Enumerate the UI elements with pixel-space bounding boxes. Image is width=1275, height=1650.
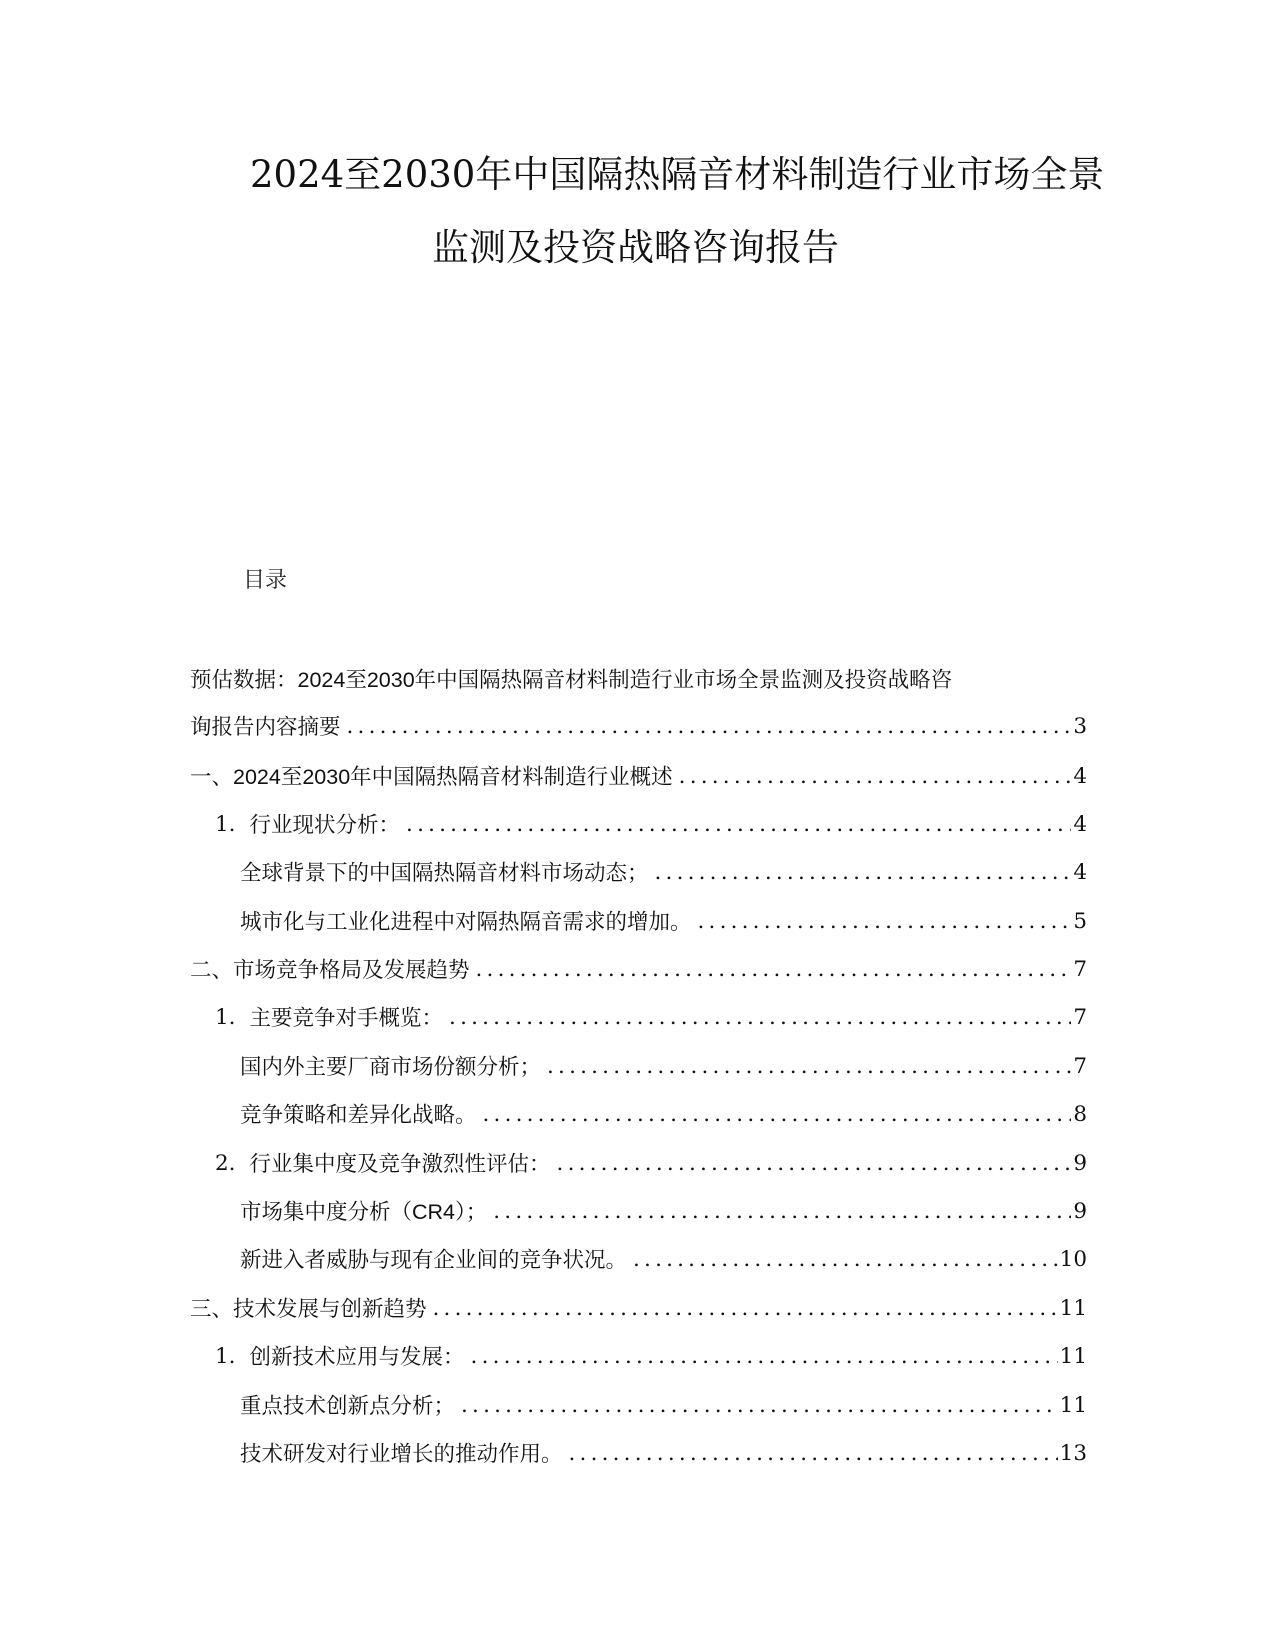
toc-entry-label: 创新技术应用与发展： <box>249 1345 465 1369</box>
toc-entry-label: 主要竞争对手概览： <box>249 1006 444 1030</box>
toc-leader-dots <box>698 907 1072 937</box>
toc-leader-dots <box>449 1003 1071 1033</box>
toc-entry[interactable] <box>240 858 1087 888</box>
toc-entry[interactable] <box>240 1197 1087 1227</box>
toc-entry-label: 新进入者威胁与现有企业间的竞争状况。 <box>240 1248 628 1272</box>
toc-page-number: 11 <box>1059 1344 1087 1369</box>
toc-entry[interactable] <box>240 1391 1087 1421</box>
toc-entry-label: 技术研发对行业增长的推动作用。 <box>240 1442 563 1466</box>
toc-leader-dots <box>655 858 1072 888</box>
toc-entry[interactable] <box>240 907 1087 937</box>
toc-leader-dots <box>433 1294 1058 1324</box>
toc-entry-label: 三、技术发展与创新趋势 <box>190 1297 427 1321</box>
toc-entry[interactable] <box>240 1245 1087 1275</box>
toc-page-number: 11 <box>1059 1296 1087 1321</box>
toc-entry-label: 一、2024至2030年中国隔热隔音材料制造行业概述 <box>190 765 673 789</box>
toc-entry-label: 行业现状分析： <box>249 813 401 837</box>
report-title-line-1: 2024至2030年中国隔热隔音材料制造行业市场全景 <box>250 153 1105 196</box>
toc-entry[interactable] <box>215 1342 1087 1372</box>
toc-page-number: 7 <box>1073 957 1087 982</box>
toc-leader-dots <box>569 1439 1058 1469</box>
toc-leader-dots <box>406 810 1071 840</box>
toc-page-number: 9 <box>1073 1199 1087 1224</box>
toc-entry-label: 全球背景下的中国隔热隔音材料市场动态； <box>240 861 649 885</box>
toc-page-number: 7 <box>1073 1054 1087 1079</box>
toc-leader-dots <box>483 1100 1072 1130</box>
toc-entry[interactable] <box>215 1149 1087 1179</box>
toc-leader-dots <box>557 1149 1072 1179</box>
toc-entry-label: 竞争策略和差异化战略。 <box>240 1103 477 1127</box>
toc-entry-label: 市场集中度分析（CR4）； <box>240 1200 488 1224</box>
toc-entry-label: 城市化与工业化进程中对隔热隔音需求的增加。 <box>240 910 692 934</box>
toc-entry-number: 1. <box>215 812 236 837</box>
toc-leader-dots <box>476 955 1072 985</box>
toc-entry-number: 1. <box>215 1344 236 1369</box>
toc-entry[interactable] <box>240 1439 1087 1469</box>
toc-leader-dots <box>633 1245 1058 1275</box>
toc-heading: 目录 <box>243 568 288 593</box>
toc-entry[interactable] <box>190 762 1087 792</box>
toc-leader-dots <box>461 1391 1058 1421</box>
toc-page-number: 11 <box>1059 1393 1087 1418</box>
toc-entry-number: 2. <box>215 1151 236 1176</box>
toc-page-number: 4 <box>1073 764 1087 789</box>
toc-entry[interactable] <box>215 1003 1087 1033</box>
toc-entry-label: 二、市场竞争格局及发展趋势 <box>190 958 470 982</box>
toc-entry[interactable] <box>190 712 1087 742</box>
report-title-line-2: 监测及投资战略咨询报告 <box>432 226 839 269</box>
toc-page-number: 9 <box>1073 1151 1087 1176</box>
toc-leader-dots <box>547 1052 1071 1082</box>
toc-page-number: 4 <box>1073 812 1087 837</box>
toc-entry[interactable] <box>240 1100 1087 1130</box>
toc-entry[interactable] <box>190 1294 1087 1324</box>
toc-leader-dots <box>347 712 1072 742</box>
toc-page-number: 13 <box>1059 1441 1087 1466</box>
toc-entry-label: 行业集中度及竞争激烈性评估： <box>249 1152 551 1176</box>
toc-page-number: 3 <box>1073 714 1087 739</box>
toc-entry-summary-line1[interactable]: 预估数据：2024至2030年中国隔热隔音材料制造行业市场全景监测及投资战略咨 <box>190 668 953 692</box>
toc-page-number: 10 <box>1059 1247 1087 1272</box>
toc-entry-number: 1. <box>215 1005 236 1030</box>
toc-leader-dots <box>471 1342 1058 1372</box>
toc-entry[interactable] <box>240 1052 1087 1082</box>
toc-page-number: 8 <box>1073 1102 1087 1127</box>
toc-page-number: 4 <box>1073 860 1087 885</box>
toc-entry[interactable] <box>215 810 1087 840</box>
toc-entry[interactable] <box>190 955 1087 985</box>
toc-entry-label: 询报告内容摘要 <box>190 715 341 739</box>
toc-entry-label: 重点技术创新点分析； <box>240 1394 456 1418</box>
toc-entry-label: 国内外主要厂商市场份额分析； <box>240 1055 542 1079</box>
toc-page-number: 7 <box>1073 1005 1087 1030</box>
toc-leader-dots <box>493 1197 1071 1227</box>
toc-page-number: 5 <box>1073 909 1087 934</box>
toc-leader-dots <box>679 762 1072 792</box>
